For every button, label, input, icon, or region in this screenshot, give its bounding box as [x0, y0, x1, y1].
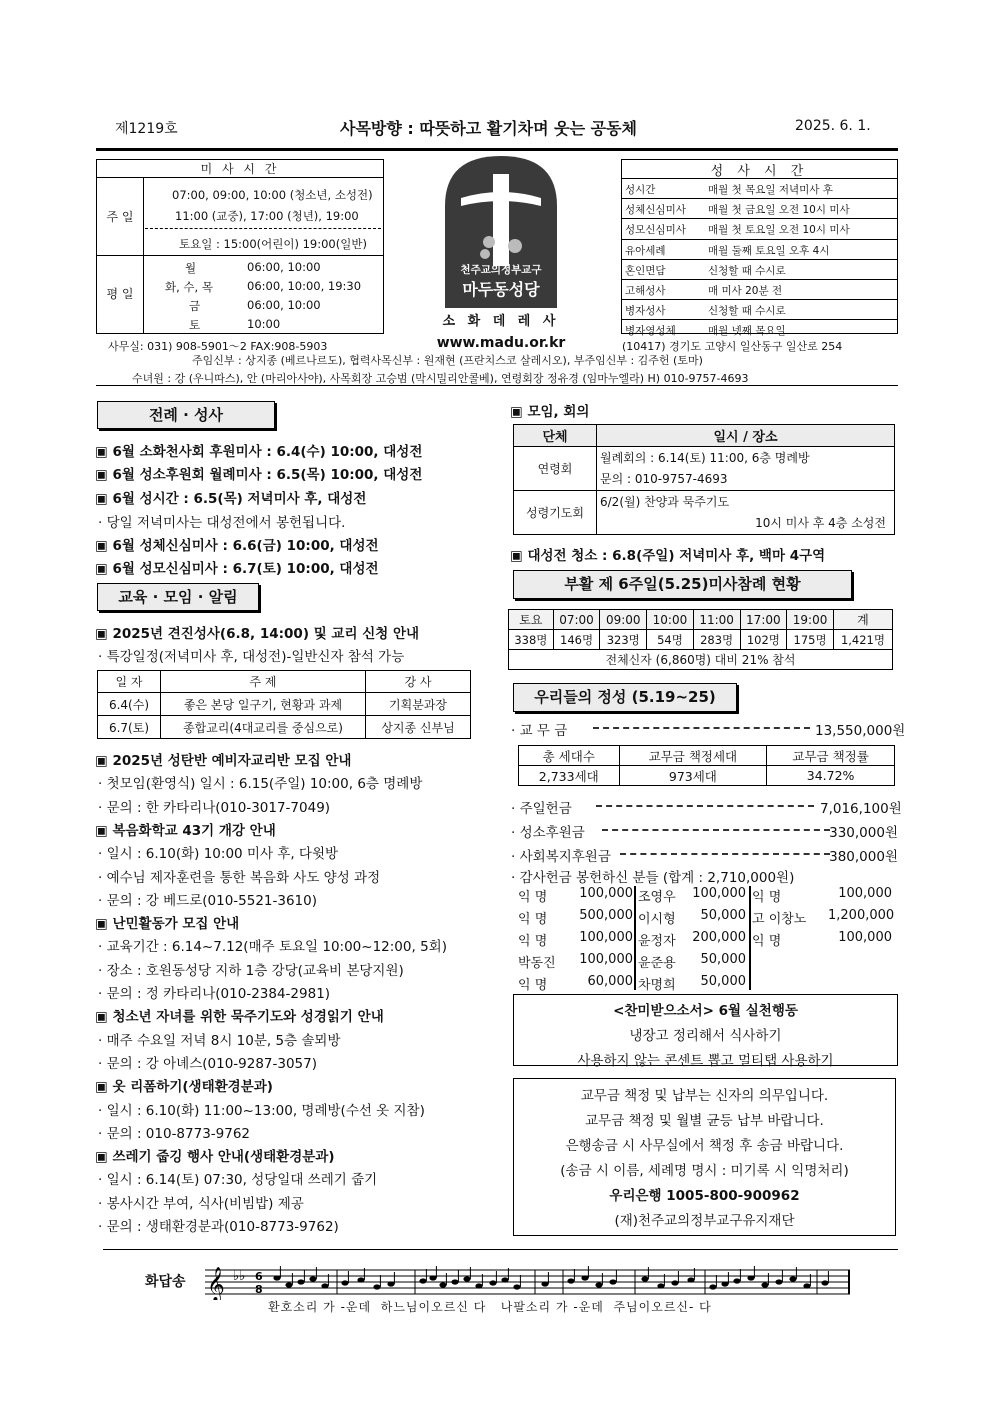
notice-heading: ▣ 복음화학교 43기 개강 안내 [95, 822, 276, 839]
weekday-time-2: 06:00, 10:00 [247, 298, 321, 312]
clergy-line: 주임신부 : 상지종 (베르나르도), 협력사목신부 : 원재현 (프란치스코 살레시오), 부주임신부 : 김주헌 (토마) [192, 354, 703, 367]
donor-name: 차명희 [638, 978, 676, 993]
attendance-count: 323명 [600, 630, 647, 650]
weekday-time-0: 06:00, 10:00 [247, 260, 321, 274]
laudato-title: <찬미받으소서> 6월 실천행동 [613, 1003, 798, 1019]
music-note [709, 1284, 716, 1289]
donor-name: 익 명 [518, 978, 548, 993]
attendance-summary: 전체신자 (6,860명) 대비 21% 참석 [509, 650, 893, 670]
sacrament-row [622, 319, 897, 339]
donor-amount: 100,000 [838, 886, 892, 901]
donor-amount: 50,000 [700, 974, 746, 989]
weekday-time-3: 10:00 [247, 317, 281, 331]
notice-line: · 문의 : 강 베드로(010-5521-3610) [98, 892, 318, 909]
attendance-count: 283명 [693, 630, 740, 650]
laudato-line-2: 사용하지 않는 콘센트 뽑고 멀티탭 사용하기 [577, 1053, 834, 1069]
notice-heading: ▣ 쓰레기 줍깅 행사 안내(생태환경분과) [95, 1149, 335, 1166]
donor-amount: 100,000 [838, 930, 892, 945]
donor-amount: 60,000 [587, 974, 633, 989]
notice-line-1: 교무금 책정 및 납부는 신자의 의무입니다. [580, 1088, 829, 1104]
donor-name: 박동진 [518, 956, 556, 971]
lecture-speaker: 기획분과장 [366, 693, 471, 716]
svg-text:𝄞: 𝄞 [207, 1267, 225, 1300]
education-section-title: 교육 · 모임 · 알림 [97, 583, 259, 611]
donor-name: 윤정자 [638, 934, 676, 949]
liturgy-item-3: ▣ 6월 성체신심미사 : 6.6(금) 10:00, 대성전 [95, 538, 379, 554]
offerings-title: 우리들의 정성 (5.19~25) [513, 683, 737, 712]
music-note [541, 1281, 548, 1286]
music-note [747, 1275, 754, 1280]
stats-col: 총 세대수 [519, 746, 620, 766]
music-note [821, 1280, 828, 1285]
sunday-label: 주 일 [97, 178, 144, 256]
stats-value: 34.72% [767, 766, 895, 786]
logo-line-1: 천주교의정부교구 [460, 264, 542, 276]
music-note [297, 1279, 304, 1284]
notice-line: · 문의 : 한 카타리나(010-3017-7049) [98, 799, 331, 816]
lecture-col-topic: 주 제 [161, 671, 366, 693]
tithe-stats-table [518, 745, 895, 786]
parish-address: (10417) 경기도 고양시 일산동구 일산로 254 [622, 340, 843, 353]
weekday-time-1: 06:00, 10:00, 19:30 [247, 279, 362, 293]
attendance-count: 175명 [787, 630, 834, 650]
donor-amount: 50,000 [700, 908, 746, 923]
music-note [761, 1282, 768, 1287]
sacrament-name: 병자영성체 [625, 325, 676, 338]
parish-logo [445, 156, 557, 308]
sacrament-time: 매월 첫 토요일 오전 10시 미사 [708, 224, 850, 237]
gyomu-label: · 교 무 금 [511, 723, 568, 739]
weekday-day-0: 월 [185, 261, 197, 275]
dotted-leader [620, 853, 830, 855]
donor-name: 익 명 [752, 934, 782, 949]
meetings-col-group: 단체 [514, 425, 597, 447]
patron-name: 소 화 데 레 사 [442, 314, 560, 329]
notice-line-3: 은행송금 시 사무실에서 책정 후 송금 바랍니다. [565, 1138, 844, 1154]
attendance-slot: 07:00 [553, 610, 600, 630]
notice-line: · 장소 : 호원동성당 지하 1층 강당(교육비 본당지원) [98, 962, 404, 979]
music-note [419, 1278, 426, 1283]
svg-text:♭♭: ♭♭ [233, 1269, 246, 1284]
donor-name: 익 명 [518, 890, 548, 905]
donor-divider [634, 886, 636, 990]
meeting-detail-1: 월례회의 : 6.14(토) 11:00, 6층 명례방 [600, 450, 810, 465]
donor-name: 윤준용 [638, 956, 676, 971]
saturday-times: 토요일 : 15:00(어린이) 19:00(일반) [179, 237, 367, 251]
notice-heading: ▣ 옷 리폼하기(생태환경분과) [95, 1079, 273, 1096]
footer-rule [103, 1249, 898, 1250]
bank-account: 우리은행 1005-800-900962 [609, 1188, 800, 1204]
notice-line: · 예수님 제자훈련을 통한 복음화 사도 양성 과정 [98, 869, 381, 886]
tithe-notice-box [513, 1078, 896, 1236]
donor-name: 익 명 [752, 890, 782, 905]
meetings-table [513, 424, 895, 535]
notice-heading: ▣ 청소년 자녀를 위한 묵주기도와 성경읽기 안내 [95, 1009, 384, 1026]
sacrament-title: 성 사 시 간 [622, 160, 897, 179]
music-note [501, 1277, 508, 1282]
offering-amount: 330,000원 [829, 825, 898, 841]
weekday-label: 평 일 [97, 256, 144, 333]
music-note [803, 1283, 810, 1288]
notice-line: · 일시 : 6.10(화) 11:00~13:00, 명례방(수선 옷 지참) [98, 1102, 425, 1119]
weekday-day-2: 금 [189, 299, 201, 313]
meetings-col-when: 일시 / 장소 [597, 425, 895, 447]
meeting-detail-2: 문의 : 010-9757-4693 [600, 471, 728, 486]
logo-line-2: 마두동성당 [462, 280, 540, 299]
dashed-divider [145, 228, 381, 229]
attendance-slot: 계 [833, 610, 892, 630]
mass-times-title: 미 사 시 간 [97, 160, 383, 178]
sacrament-row [622, 259, 897, 279]
website-url[interactable]: www.madu.or.kr [436, 335, 566, 351]
donor-amount: 500,000 [579, 908, 633, 923]
liturgy-item-2: ▣ 6월 성시간 : 6.5(목) 저녁미사 후, 대성전 [95, 491, 367, 507]
psalm-label: 화답송 [145, 1274, 186, 1290]
sacrament-row [622, 239, 897, 259]
mass-times-box [96, 159, 384, 334]
attendance-table [508, 609, 893, 670]
confirmation-note: · 특강일정(저녁미사 후, 대성전)-일반신자 참석 가능 [98, 649, 405, 665]
psalm-lyrics: 환호소리 가 -운데 하느님이오르신 다 나팔소리 가 -운데 주님이오르신- 다 [268, 1300, 712, 1314]
music-note [641, 1276, 648, 1281]
meeting-group-name: 성령기도회 [514, 491, 597, 535]
weekday-day-1: 화, 수, 목 [165, 280, 213, 294]
donor-amount: 100,000 [579, 886, 633, 901]
notice-heading: ▣ 난민활동가 모집 안내 [95, 916, 240, 933]
music-staff [205, 1264, 850, 1300]
lecture-date: 6.7(토) [98, 716, 161, 739]
office-phone: 사무실: 031) 908-5901～2 FAX:908-5903 [108, 340, 328, 353]
donor-amount: 50,000 [700, 952, 746, 967]
dotted-leader [593, 727, 810, 729]
lecture-topic: 종합교리(4대교리를 중심으로) [161, 716, 366, 739]
sacrament-row [622, 279, 897, 299]
sacrament-name: 혼인면담 [625, 264, 666, 277]
attendance-count: 146명 [553, 630, 600, 650]
donor-name: 익 명 [518, 934, 548, 949]
sacrament-rows [622, 179, 897, 340]
donor-name: 조영우 [638, 890, 676, 905]
stats-col: 교무금 책정률 [767, 746, 895, 766]
sacrament-time: 매월 둘째 토요일 오후 4시 [708, 244, 830, 257]
music-note [657, 1283, 664, 1288]
sacrament-row [622, 179, 897, 198]
stats-value: 973세대 [619, 766, 767, 786]
attendance-slot: 10:00 [647, 610, 694, 630]
laudato-line-1: 냉장고 정리해서 식사하기 [629, 1028, 782, 1044]
sacrament-name: 성시간 [625, 184, 656, 196]
sacrament-row [622, 299, 897, 319]
music-note [285, 1282, 292, 1287]
music-note [687, 1277, 694, 1282]
notice-line: · 문의 : 강 아녜스(010-9287-3057) [98, 1055, 318, 1072]
lecture-col-date: 일 자 [98, 671, 161, 693]
music-note [373, 1284, 380, 1289]
svg-text:8: 8 [255, 1283, 263, 1296]
offering-label: · 주일헌금 [511, 801, 572, 817]
header-rule [96, 148, 898, 151]
offering-label: · 성소후원금 [511, 825, 585, 841]
lecture-col-speaker: 강 사 [366, 671, 471, 693]
attendance-title: 부활 제 6주일(5.25)미사참례 현황 [513, 570, 852, 599]
meeting-group-name: 연령회 [514, 447, 597, 491]
sacrament-name: 성체신심미사 [625, 204, 686, 217]
sacrament-name: 고해성사 [625, 284, 666, 297]
sacrament-time: 매월 첫 금요일 오전 10시 미사 [708, 204, 850, 217]
confirmation-heading: ▣ 2025년 견진성사(6.8, 14:00) 및 교리 신청 안내 [95, 626, 420, 642]
notice-line: · 문의 : 생태환경분과(010-8773-9762) [98, 1219, 339, 1235]
sunday-times-2: 11:00 (교중), 17:00 (청년), 19:00 [175, 209, 359, 223]
meeting-detail-1: 6/2(월) 찬양과 묵주기도 [600, 494, 730, 509]
music-note [273, 1275, 280, 1280]
donor-name: 이시형 [638, 912, 676, 927]
donor-name: 고 이창노 [752, 912, 807, 927]
music-note [439, 1282, 446, 1287]
issue-date: 2025. 6. 1. [795, 118, 871, 134]
offering-amount: 380,000원 [829, 849, 898, 865]
notice-line: · 교육기간 : 6.14~7.12(매주 토요일 10:00~12:00, 5회) [98, 939, 447, 956]
liturgy-item-4: ▣ 6월 성모신심미사 : 6.7(토) 10:00, 대성전 [95, 561, 379, 577]
music-note [609, 1279, 616, 1284]
offering-amount: 7,016,100원 [820, 801, 902, 817]
attendance-slot: 09:00 [600, 610, 647, 630]
attendance-count: 54명 [647, 630, 694, 650]
donor-divider [749, 886, 751, 990]
sacrament-time: 매월 첫 목요일 저녁미사 후 [708, 184, 833, 196]
sacrament-name: 유아세례 [625, 244, 666, 257]
music-note [775, 1279, 782, 1284]
laudato-box [513, 994, 898, 1069]
foundation-name: (재)천주교의정부교구유지재단 [614, 1213, 795, 1229]
music-note [451, 1279, 458, 1284]
notice-line: · 일시 : 6.14(토) 07:30, 성당일대 쓰레기 줍기 [98, 1172, 378, 1189]
notice-line: · 첫모임(환영식) 일시 : 6.15(주일) 10:00, 6층 명례방 [98, 776, 423, 793]
dotted-leader [596, 805, 814, 807]
music-note [463, 1276, 470, 1281]
notice-line: · 봉사시간 부여, 식사(비빔밥) 제공 [98, 1195, 304, 1212]
stats-value: 2,733세대 [519, 766, 620, 786]
music-note [721, 1281, 728, 1286]
pastoral-motto: 사목방향 : 따뜻하고 활기차며 웃는 공동체 [340, 119, 638, 138]
liturgy-section-title: 전례 · 성사 [97, 401, 275, 429]
attendance-slot: 19:00 [787, 610, 834, 630]
attendance-slot: 11:00 [693, 610, 740, 630]
stats-col: 교무금 책정세대 [619, 746, 767, 766]
sunday-times-1: 07:00, 09:00, 10:00 (청소년, 소성전) [172, 188, 373, 202]
music-note [567, 1278, 574, 1283]
liturgy-note: · 당일 저녁미사는 대성전에서 봉헌됩니다. [98, 515, 346, 531]
notice-line: · 매주 수요일 저녁 8시 10분, 5층 솔뫼방 [98, 1032, 341, 1049]
music-note [357, 1277, 364, 1282]
lecture-speaker: 상지종 신부님 [366, 716, 471, 739]
music-note [513, 1284, 520, 1289]
music-note [341, 1280, 348, 1285]
notice-heading: ▣ 2025년 성탄반 예비자교리반 모집 안내 [95, 753, 352, 769]
sacrament-time: 신청할 때 수시로 [708, 264, 786, 277]
music-note [581, 1275, 588, 1280]
sacrament-row [622, 218, 897, 238]
music-note [671, 1280, 678, 1285]
music-note [595, 1282, 602, 1287]
music-note [789, 1276, 796, 1281]
liturgy-item-0: ▣ 6월 소화천사회 후원미사 : 6.4(수) 10:00, 대성전 [95, 444, 423, 460]
sacrament-name: 성모신심미사 [625, 224, 686, 237]
sacrament-name: 병자성사 [625, 305, 666, 318]
lecture-table [97, 670, 471, 739]
notice-line: · 일시 : 6.10(화) 10:00 미사 후, 다윗방 [98, 846, 339, 863]
music-note [733, 1278, 740, 1283]
attendance-count: 338명 [509, 630, 554, 650]
svg-text:6: 6 [255, 1270, 263, 1283]
music-note [475, 1283, 482, 1288]
gyomu-amount: 13,550,000원 [815, 723, 906, 739]
attendance-value-row [509, 630, 893, 650]
notice-line-4: (송금 시 이름, 세례명 명시 : 미기록 시 익명처리) [560, 1163, 849, 1179]
music-note [321, 1283, 328, 1288]
notice-line: · 문의 : 정 카타리나(010-2384-2981) [98, 986, 331, 1002]
donor-amount: 100,000 [579, 952, 633, 967]
lecture-date: 6.4(수) [98, 693, 161, 716]
thanks-heading: · 감사헌금 봉헌하신 분들 (합계 : 2,710,000원) [511, 870, 795, 886]
staff-svg [205, 1264, 850, 1300]
attendance-count: 102명 [740, 630, 787, 650]
contact-rule [96, 385, 898, 386]
attendance-slot: 토요 [509, 610, 554, 630]
dotted-leader [602, 829, 830, 831]
weekday-day-3: 토 [189, 318, 201, 332]
donor-amount: 100,000 [579, 930, 633, 945]
music-note [429, 1275, 436, 1280]
music-note [489, 1280, 496, 1285]
donor-amount: 100,000 [692, 886, 746, 901]
attendance-count: 1,421명 [833, 630, 892, 650]
music-note [387, 1281, 394, 1286]
sacrament-row [622, 198, 897, 218]
notice-line: · 문의 : 010-8773-9762 [98, 1125, 251, 1142]
cleaning-notice: ▣ 대성전 청소 : 6.8(주일) 저녁미사 후, 백마 4구역 [510, 548, 826, 564]
meetings-heading: ▣ 모임, 회의 [510, 404, 590, 420]
liturgy-item-1: ▣ 6월 성소후원회 월례미사 : 6.5(목) 10:00, 대성전 [95, 467, 423, 483]
sacrament-time: 매 미사 20분 전 [708, 284, 783, 297]
staff-line: 수녀원 : 강 (우니따스), 안 (마리아사야), 사목회장 고승범 (막시밀리안콜베), 연령회장 정유경 (임마누엘라) H) 010-9757-4693 [132, 372, 749, 385]
meeting-detail-2: 10시 미사 후 4층 소성전 [755, 515, 886, 530]
sacrament-box [621, 159, 898, 338]
donor-amount: 200,000 [692, 930, 746, 945]
offering-label: · 사회복지후원금 [511, 849, 611, 865]
attendance-slot: 17:00 [740, 610, 787, 630]
sacrament-time: 신청할 때 수시로 [708, 305, 786, 318]
notice-line-2: 교무금 책정 및 월별 균등 납부 바랍니다. [585, 1113, 824, 1129]
music-note [309, 1276, 316, 1281]
donor-amount: 1,200,000 [828, 908, 895, 923]
attendance-header-row [509, 610, 893, 630]
sacrament-time: 매월 넷째 목요일 [708, 325, 786, 338]
lecture-topic: 좋은 본당 일구기, 현황과 과제 [161, 693, 366, 716]
issue-number: 제1219호 [115, 121, 178, 137]
donor-name: 익 명 [518, 912, 548, 927]
